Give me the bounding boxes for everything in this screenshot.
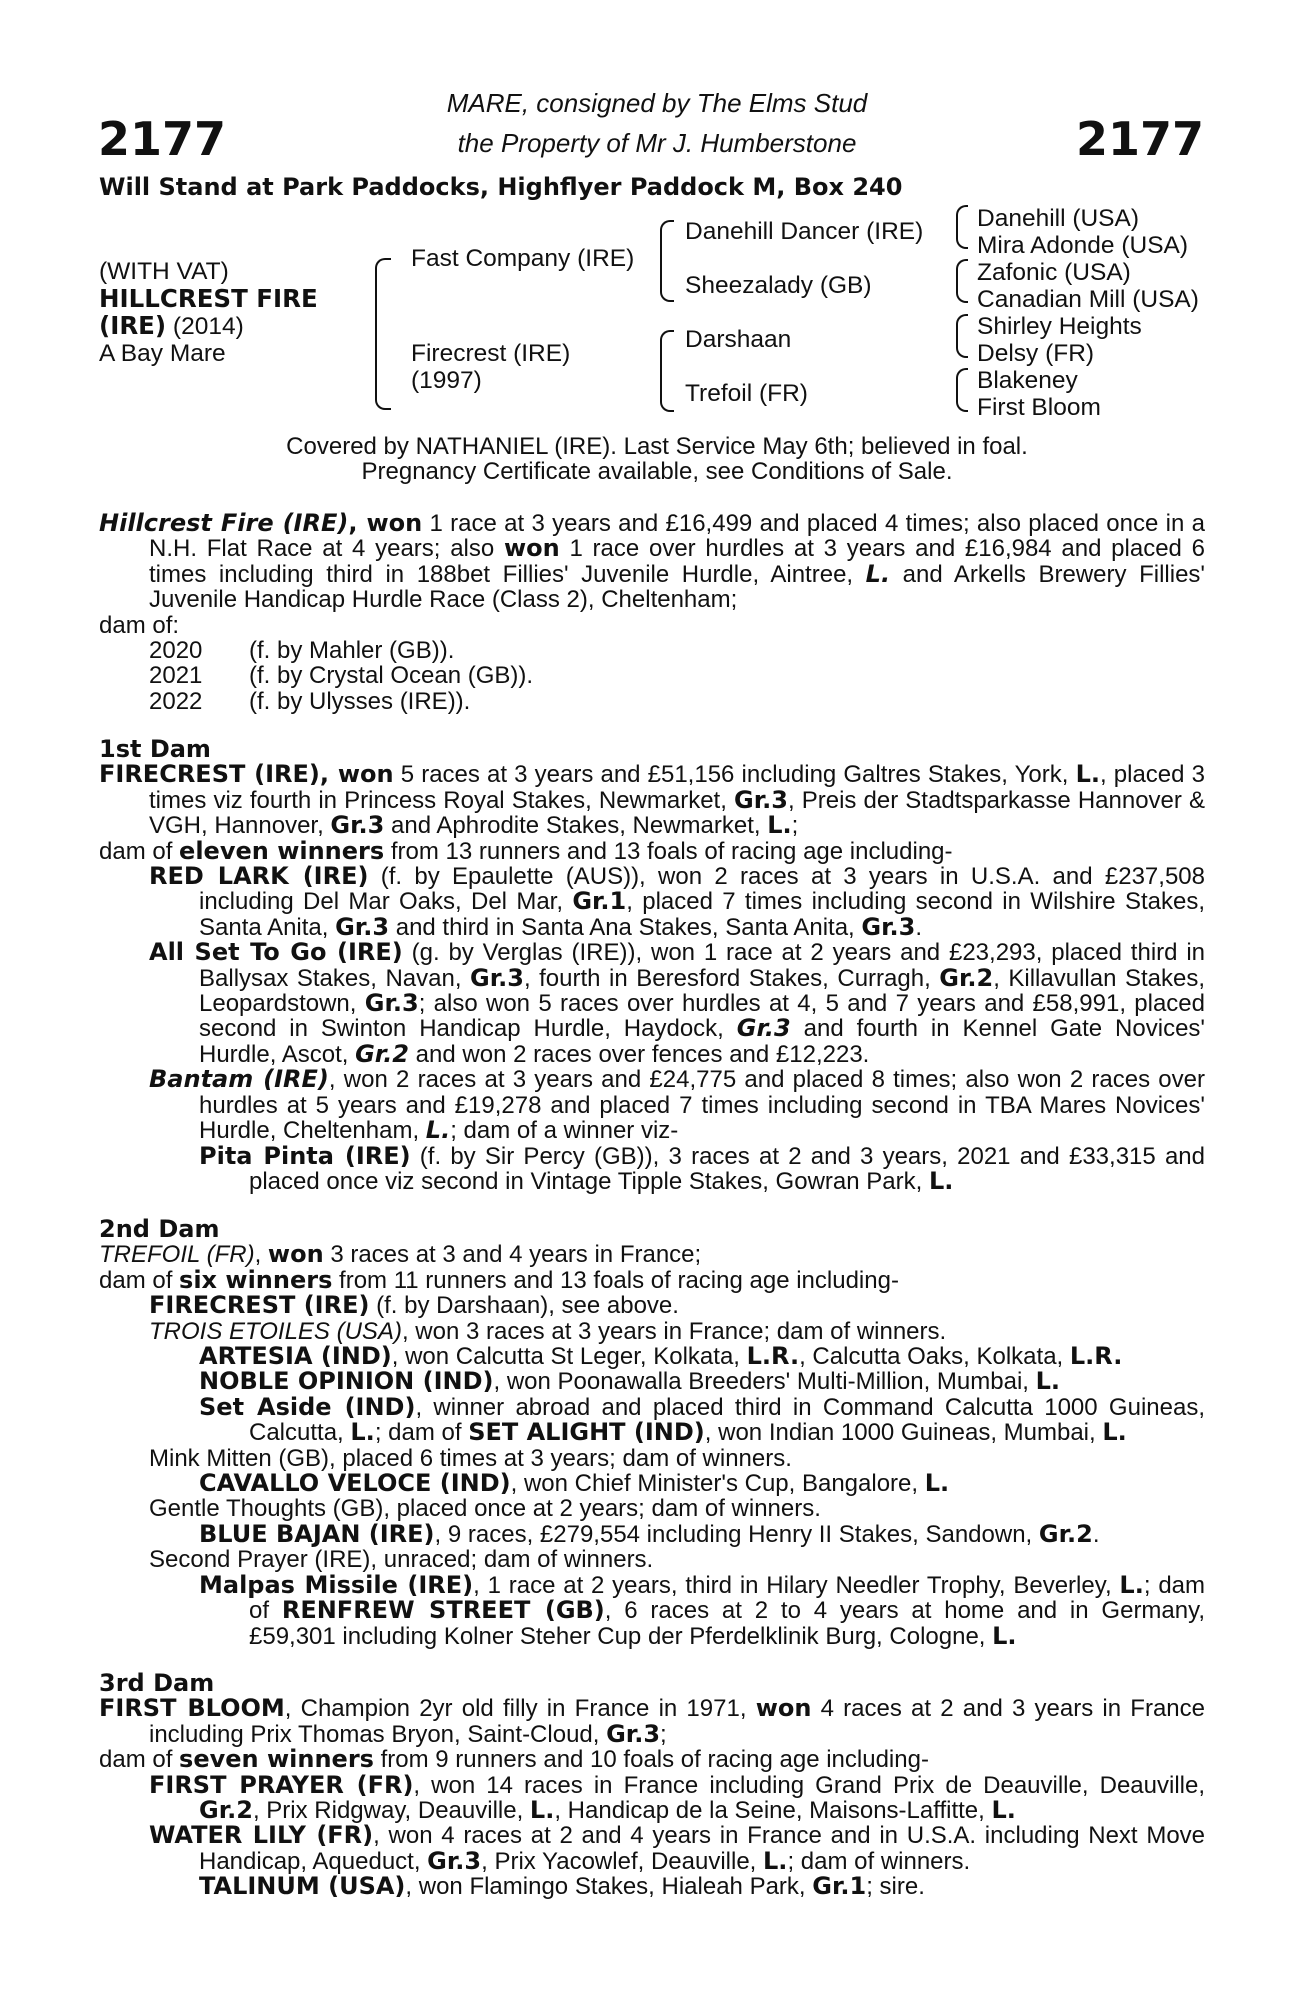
first-dam-heading: 1st Dam (99, 735, 211, 763)
pedigree-gen2-1: Danehill Dancer (IRE) (685, 218, 924, 245)
progeny-entry: Set Aside (IND), winner abroad and placed third in Command Calcutta 1000 Guineas, Calcutta, L.; dam of SET ALIGHT (IND), won Indian 1000 Guineas, Mumbai, L. (199, 1392, 1205, 1447)
pedigree-brace-3d (956, 368, 968, 412)
lot-number-left: 2177 (98, 112, 227, 166)
progeny-entry: Mink Mitten (GB), placed 6 times at 3 years; dam of winners. (149, 1444, 792, 1472)
progeny-entry: TALINUM (USA), won Flamingo Stakes, Hialeah Park, Gr.1; sire. (199, 1872, 925, 1901)
produce-section (99, 511, 1205, 714)
third-dam-section (99, 1671, 1205, 1900)
first-dam-summary: dam of eleven winners from 13 runners and 13 foals of racing age including- (99, 836, 953, 865)
stand-location: Will Stand at Park Paddocks, Highflyer Paddock M, Box 240 (99, 173, 903, 201)
pedigree-gen3-4: Canadian Mill (USA) (977, 286, 1199, 313)
pedigree-gen3-3: Zafonic (USA) (977, 259, 1131, 286)
second-dam-section (99, 1217, 1205, 1649)
progeny-entry: NOBLE OPINION (IND), won Poonawalla Breeders' Multi-Million, Mumbai, L. (199, 1367, 1061, 1396)
pedigree-gen2-4: Trefoil (FR) (685, 380, 808, 407)
horse-block (99, 258, 318, 367)
pedigree-brace-1 (375, 258, 391, 410)
consignor-block (0, 83, 1314, 163)
dam-of-label: dam of: (99, 611, 180, 639)
pedigree-brace-3c (956, 314, 968, 358)
horse-name: HILLCREST FIRE (99, 284, 318, 313)
pedigree-gen3-5: Shirley Heights (977, 313, 1142, 340)
third-dam-heading: 3rd Dam (99, 1669, 215, 1697)
progeny-entry: All Set To Go (IRE) (g. by Verglas (IRE)), won 1 race at 2 years and £23,293, placed third in Ballysax Stakes, Navan, Gr.3, fourth in Beresford Stakes, Curragh, Gr.2, Killavullan Stakes, Leopardstown, Gr.3; also won 5 races over hurdles at 4, 5 and 7 years and £58,991, placed second in Swinton Handicap Hurdle, Haydock, Gr.3 and fourth in Kennel Gate Novices' Hurdle, Ascot, Gr.2 and won 2 races over fences and £12,223. (149, 938, 1206, 1068)
pedigree-gen3-2: Mira Adonde (USA) (977, 232, 1189, 259)
progeny-entry: CAVALLO VELOCE (IND), won Chief Minister's Cup, Bangalore, L. (199, 1469, 950, 1498)
pedigree-brace-2a (660, 220, 674, 302)
covered-line-2: Pregnancy Certificate available, see Conditions of Sale. (361, 458, 953, 485)
progeny-entry: Gentle Thoughts (GB), placed once at 2 years; dam of winners. (149, 1495, 821, 1523)
lot-number-right: 2177 (1075, 112, 1204, 166)
horse-name-line-2: (IRE) (2014) (99, 311, 244, 340)
consigned-line-2: the Property of Mr J. Humberstone (457, 128, 857, 158)
pedigree-brace-3b (956, 259, 968, 303)
pedigree-dam: Firecrest (IRE) (1997) (411, 340, 571, 394)
pedigree-gen3-8: First Bloom (977, 394, 1101, 421)
progeny-entry: BLUE BAJAN (IRE), 9 races, £279,554 including Henry II Stakes, Sandown, Gr.2. (199, 1519, 1100, 1548)
first-dam-paragraph: FIRECREST (IRE), won 5 races at 3 years and £51,156 including Galtres Stakes, York, L., placed 3 times viz fourth in Princess Royal Stakes, Newmarket, Gr.3, Preis der Stadtsparkasse Hannover & VGH, Hannover, Gr.3 and Aphrodite Stakes, Newmarket, L.; (99, 760, 1205, 840)
foal-row: 2022 (f. by Ulysses (IRE)). (149, 687, 471, 715)
second-dam-paragraph: TREFOIL (FR), won 3 races at 3 and 4 years in France; (99, 1240, 702, 1269)
pedigree-gen3-1: Danehill (USA) (977, 205, 1140, 232)
progeny-entry: RED LARK (IRE) (f. by Epaulette (AUS)), won 2 races at 3 years in U.S.A. and £237,508 including Del Mar Oaks, Del Mar, Gr.1, placed 7 times including second in Wilshire Stakes, Santa Anita, Gr.3 and third in Santa Ana Stakes, Santa Anita, Gr.3. (149, 862, 1205, 941)
foal-row: 2020 (f. by Mahler (GB)). (149, 637, 455, 665)
progeny-entry: TROIS ETOILES (USA), won 3 races at 3 years in France; dam of winners. (149, 1317, 947, 1345)
progeny-entry: Bantam (IRE), won 2 races at 3 years and £24,775 and placed 8 times; also won 2 races over hurdles at 5 years and £19,278 and placed 7 times including second in TBA Mares Novices' Hurdle, Cheltenham, L.; dam of a winner viz- (149, 1065, 1205, 1145)
third-dam-summary: dam of seven winners from 9 runners and 10 foals of racing age including- (99, 1745, 929, 1774)
pedigree-sire: Fast Company (IRE) (411, 245, 635, 272)
pedigree-gen2-3: Darshaan (685, 326, 792, 353)
second-dam-summary: dam of six winners from 11 runners and 13 foals of racing age including- (99, 1265, 899, 1294)
progeny-entry: FIRST PRAYER (FR), won 14 races in France including Grand Prix de Deauville, Deauville, Gr.2, Prix Ridgway, Deauville, L., Handicap de la Seine, Maisons-Laffitte, L. (149, 1770, 1205, 1825)
consigned-line-1: MARE, consigned by The Elms Stud (446, 88, 868, 118)
foal-row: 2021 (f. by Crystal Ocean (GB)). (149, 662, 534, 690)
horse-description: A Bay Mare (99, 340, 226, 367)
first-dam-section (99, 737, 1205, 1194)
covered-notice (0, 434, 1314, 484)
pedigree-gen3-6: Delsy (FR) (977, 340, 1095, 367)
progeny-entry: Second Prayer (IRE), unraced; dam of winners. (149, 1546, 654, 1574)
progeny-entry: WATER LILY (FR), won 4 races at 2 and 4 years in France and in U.S.A. including Next Move Handicap, Aqueduct, Gr.3, Prix Yacowlef, Deauville, L.; dam of winners. (149, 1821, 1206, 1875)
pedigree-brace-2b (660, 330, 674, 412)
pedigree-gen2-2: Sheezalady (GB) (685, 272, 872, 299)
third-dam-paragraph: FIRST BLOOM, Champion 2yr old filly in France in 1971, won 4 races at 2 and 3 years in France including Prix Thomas Bryon, Saint-Cloud, Gr.3; (99, 1694, 1206, 1748)
pedigree-brace-3a (956, 205, 968, 249)
progeny-entry: Pita Pinta (IRE) (f. by Sir Percy (GB)), 3 races at 2 and 3 years, 2021 and £33,315 and placed once viz second in Vintage Tipple Stakes, Gowran Park, L. (199, 1141, 1205, 1195)
produce-paragraph: Hillcrest Fire (IRE), won 1 race at 3 years and £16,499 and placed 4 times; also placed once in a N.H. Flat Race at 4 years; also won 1 race over hurdles at 3 years and £16,984 and placed 6 times including third in 188bet Fillies' Juvenile Hurdle, Aintree, L. and Arkells Brewery Fillies' Juvenile Handicap Hurdle Race (Class 2), Cheltenham; (99, 509, 1205, 614)
progeny-entry: FIRECREST (IRE) (f. by Darshaan), see above. (149, 1291, 679, 1320)
progeny-entry: Malpas Missile (IRE), 1 race at 2 years, third in Hilary Needler Trophy, Beverley, L.; dam of RENFREW STREET (GB), 6 races at 2 to 4 years at home and in Germany, £59,301 including Kolner Steher Cup der Pferdelklinik Burg, Cologne, L. (199, 1570, 1206, 1650)
vat-label: (WITH VAT) (99, 258, 229, 285)
second-dam-heading: 2nd Dam (99, 1215, 220, 1243)
progeny-entry: ARTESIA (IND), won Calcutta St Leger, Kolkata, L.R., Calcutta Oaks, Kolkata, L.R. (199, 1342, 1123, 1371)
covered-line-1: Covered by NATHANIEL (IRE). Last Service May 6th; believed in foal. (286, 433, 1028, 460)
pedigree-gen3-7: Blakeney (977, 367, 1078, 394)
